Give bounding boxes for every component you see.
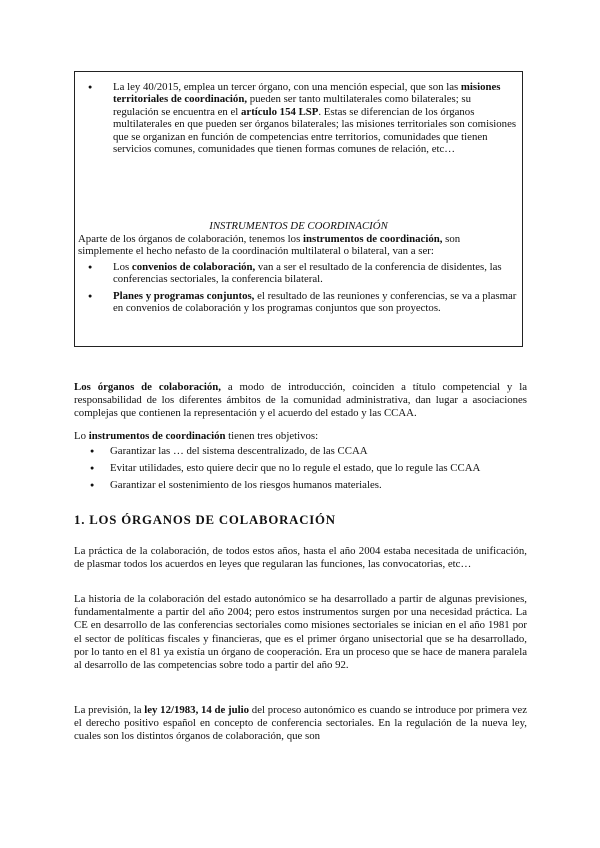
objectives-list (74, 445, 527, 496)
bullet-icon (88, 290, 113, 315)
box-item-text: Planes y programas conjuntos, el resultado de las reuniones y conferencias, se va a plasmar en convenios de colaboración y los programas conjuntos que son proyectos. (113, 290, 517, 315)
bullet-icon (90, 462, 110, 479)
summary-box (74, 71, 523, 347)
box-bullet-item-convenios (88, 261, 518, 286)
section-paragraph-1: La práctica de la colaboración, de todos estos años, hasta el año 2004 estaba necesitada de unificación, de plasmar todos los acuerdos en leyes que regularan las funciones, las convocatorias, etc… (74, 545, 527, 571)
list-item: ● Evitar utilidades, esto quiere decir que no lo regule el estado, que lo regule las CCAA (74, 462, 527, 479)
box-item-text: La ley 40/2015, emplea un tercer órgano, con una mención especial, que son las misiones territoriales de coordinación, pueden ser tanto multilaterales como bilaterales; su regulación se encuentra en el artículo 154 LSP. Estas se diferencian de los órganos multilaterales en que pueden ser órganos bilaterales; las misiones territoriales son comisiones que se organizan en función de competencias entre territorios, comunidades que tienen servicios comunes, comunidades que tienen formas comunes de relación, etc… (113, 81, 517, 156)
bullet-icon (90, 445, 110, 462)
section-paragraph-2: La historia de la colaboración del estado autonómico se ha desarrollado a partir de algunas previsiones, fundamentalmente a partir del año 2004; pero estos instrumentos surgen por una necesidad práctica. La CE en desarrollo de las conferencias sectoriales como misiones sectoriales se inician en el año 1981 por el sector de políticas fiscales y financieras, que es el primer órgano unisectorial que se ha desarrollado, por lo tanto en el 81 ya existía un órgano de cooperación. Era un proceso que se hace de manera paralela al desarrollo de las competencias sobre todo a partir del año 92. (74, 593, 527, 672)
bullet-icon (88, 81, 113, 155)
list-item: ● Garantizar las … del sistema descentralizado, de las CCAA (74, 445, 527, 462)
box-item-text: Los convenios de colaboración, van a ser el resultado de la conferencia de disidentes, las conferencias sectoriales, la conferencia bilateral. (113, 261, 502, 286)
box-intro-paragraph: Aparte de los órganos de colaboración, tenemos los instrumentos de coordinación, son simplemente el hecho nefasto de la coordinación multilateral o bilateral, van a ser: (78, 233, 461, 258)
section-paragraph-3: La previsión, la ley 12/1983, 14 de julio del proceso autonómico es cuando se introduce por primera vez el derecho positivo español en concepto de conferencia sectoriales. En la regulación de la nueva ley, cuales son los distintos órganos de colaboración, que son (74, 704, 527, 743)
bullet-icon (88, 261, 113, 286)
section-heading: 1. LOS ÓRGANOS DE COLABORACIÓN (74, 513, 336, 527)
objectives-intro: Lo instrumentos de coordinación tienen tres objetivos: (74, 430, 319, 442)
intro-paragraph: Los órganos de colaboración, a modo de introducción, coinciden a título competencial y la responsabilidad de los diferentes ámbitos de la comunidad administrativa, dan lugar a asociaciones complejas que contienen la representación y el acuerdo del estado y las CCAA. (74, 381, 528, 420)
bullet-icon (90, 479, 110, 496)
box-bullet-item-planes (88, 290, 518, 315)
box-title: INSTRUMENTOS DE COORDINACIÓN (209, 220, 388, 232)
list-item: ● Garantizar el sostenimiento de los riesgos humanos materiales. (74, 479, 527, 496)
box-bullet-item-misiones (88, 81, 518, 155)
